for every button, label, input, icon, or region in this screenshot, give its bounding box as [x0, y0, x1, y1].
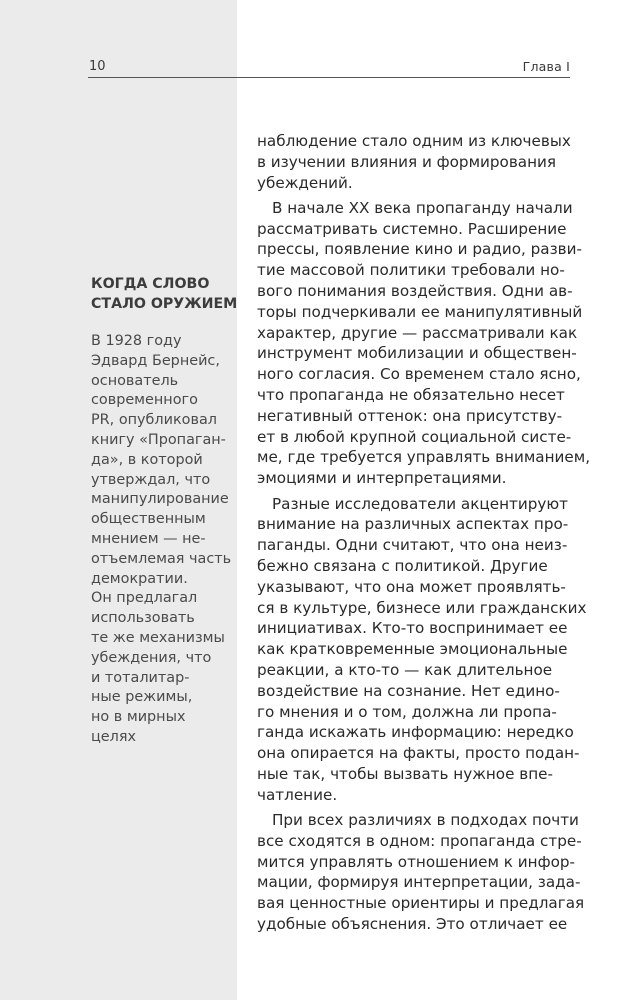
text-line: воздействие на сознание. Нет едино- [257, 681, 560, 700]
text-line: характер, другие — рассматривали как [257, 323, 578, 342]
text-line: Разные исследователи акцентируют [272, 494, 568, 513]
text-line: указывают, что она может проявлять- [257, 577, 566, 596]
sidebar-line: современного [91, 392, 198, 409]
text-line: ганда искажать информацию: нередко [257, 723, 574, 742]
text-line: бежно связана с политикой. Другие [257, 556, 548, 575]
sidebar-line: отъемлемая часть [91, 550, 232, 567]
text-line: ные так, чтобы вызвать нужное впе- [257, 764, 553, 783]
text-line: наблюдение стало одним из ключевых [257, 132, 571, 150]
main-text [257, 131, 591, 935]
sidebar-note [91, 274, 238, 748]
sidebar-line: утверждал, что [91, 471, 211, 488]
text-line: торы подчеркивали ее манипулятивный [257, 302, 583, 321]
text-line: инициативах. Кто-то воспринимает ее [257, 619, 568, 638]
text-line: реакции, а кто-то — как длительное [257, 660, 553, 679]
text-line: она опирается на факты, просто подан- [257, 744, 580, 763]
sidebar-line: демократии. [91, 570, 188, 587]
sidebar-line: и тоталитар- [91, 669, 190, 686]
sidebar-line: основатель [91, 372, 179, 389]
text-line: мится управлять отношением к инфор- [257, 852, 576, 871]
text-line: внимание на различных аспектах про- [257, 515, 569, 534]
text-line: вая ценностные ориентиры и предлагая [257, 894, 585, 913]
chapter-title: Глава I [522, 59, 570, 74]
sidebar-line: мнением — не- [91, 530, 206, 547]
sidebar-title-line: СТАЛО ОРУЖИЕМ [91, 296, 238, 312]
paragraph [257, 494, 587, 806]
sidebar-line: ные режимы, [91, 689, 193, 706]
sidebar-line: Эдвард Бернейс, [91, 352, 220, 369]
paragraph [257, 198, 591, 489]
sidebar-line: общественным [91, 511, 206, 528]
text-line: чатление. [257, 785, 338, 804]
sidebar-line: манипулирование [91, 491, 229, 508]
text-line: рассматривать системно. Расширение [257, 219, 567, 238]
header-rule [88, 77, 570, 78]
text-line: В начале XX века пропаганду начали [272, 198, 573, 217]
sidebar-line: но в мирных [91, 709, 186, 726]
sidebar-line: В 1928 году [91, 333, 182, 349]
sidebar-title [91, 274, 238, 314]
text-line: При всех различиях в подходах почти [272, 811, 579, 829]
page-number: 10 [89, 59, 106, 74]
text-line: паганды. Одни считают, что она неиз- [257, 536, 568, 555]
text-line: как кратковременные эмоциональные [257, 640, 568, 659]
paragraph [257, 131, 577, 193]
text-line: ся в культуре, бизнесе или гражданских [257, 598, 587, 617]
text-line: вого понимания воздействия. Одни ав- [257, 282, 573, 301]
text-line: ме, где требуется управлять вниманием, [257, 448, 591, 467]
text-line: ет в любой крупной социальной систе- [257, 427, 572, 446]
text-line: го мнения и о том, должна ли пропа- [257, 702, 557, 721]
text-line: что пропаганда не обязательно несет [257, 386, 565, 405]
sidebar-line: те же механизмы [91, 629, 225, 646]
text-line: прессы, появление кино и радио, разви- [257, 240, 582, 259]
sidebar-line: целях [91, 728, 137, 745]
text-line: удобные объяснения. Это отличает ее [257, 914, 568, 933]
sidebar-line: использовать [91, 610, 195, 627]
text-line: мации, формируя интерпретации, зада- [257, 873, 581, 892]
sidebar-line: убеждения, что [91, 649, 212, 666]
text-line: негативный оттенок: она присутству- [257, 406, 563, 425]
sidebar-title-line: КОГДА СЛОВО [91, 276, 210, 292]
sidebar-line: Он предлагал [91, 590, 198, 607]
sidebar-text [91, 332, 231, 748]
sidebar-line: книгу «Пропаган- [91, 431, 226, 448]
text-line: инструмент мобилизации и обществен- [257, 344, 577, 363]
text-line: тие массовой политики требовали но- [257, 261, 565, 280]
sidebar-line: PR, опубликовал [91, 412, 217, 429]
text-line: эмоциями и интерпретациями. [257, 469, 507, 488]
paragraph [257, 810, 585, 935]
sidebar-line: да», в которой [91, 451, 203, 468]
text-line: ного согласия. Со временем стало ясно, [257, 365, 581, 384]
text-line: убеждений. [257, 173, 353, 192]
text-line: все сходятся в одном: пропаганда стре- [257, 831, 582, 850]
text-line: в изучении влияния и формирования [257, 152, 557, 171]
